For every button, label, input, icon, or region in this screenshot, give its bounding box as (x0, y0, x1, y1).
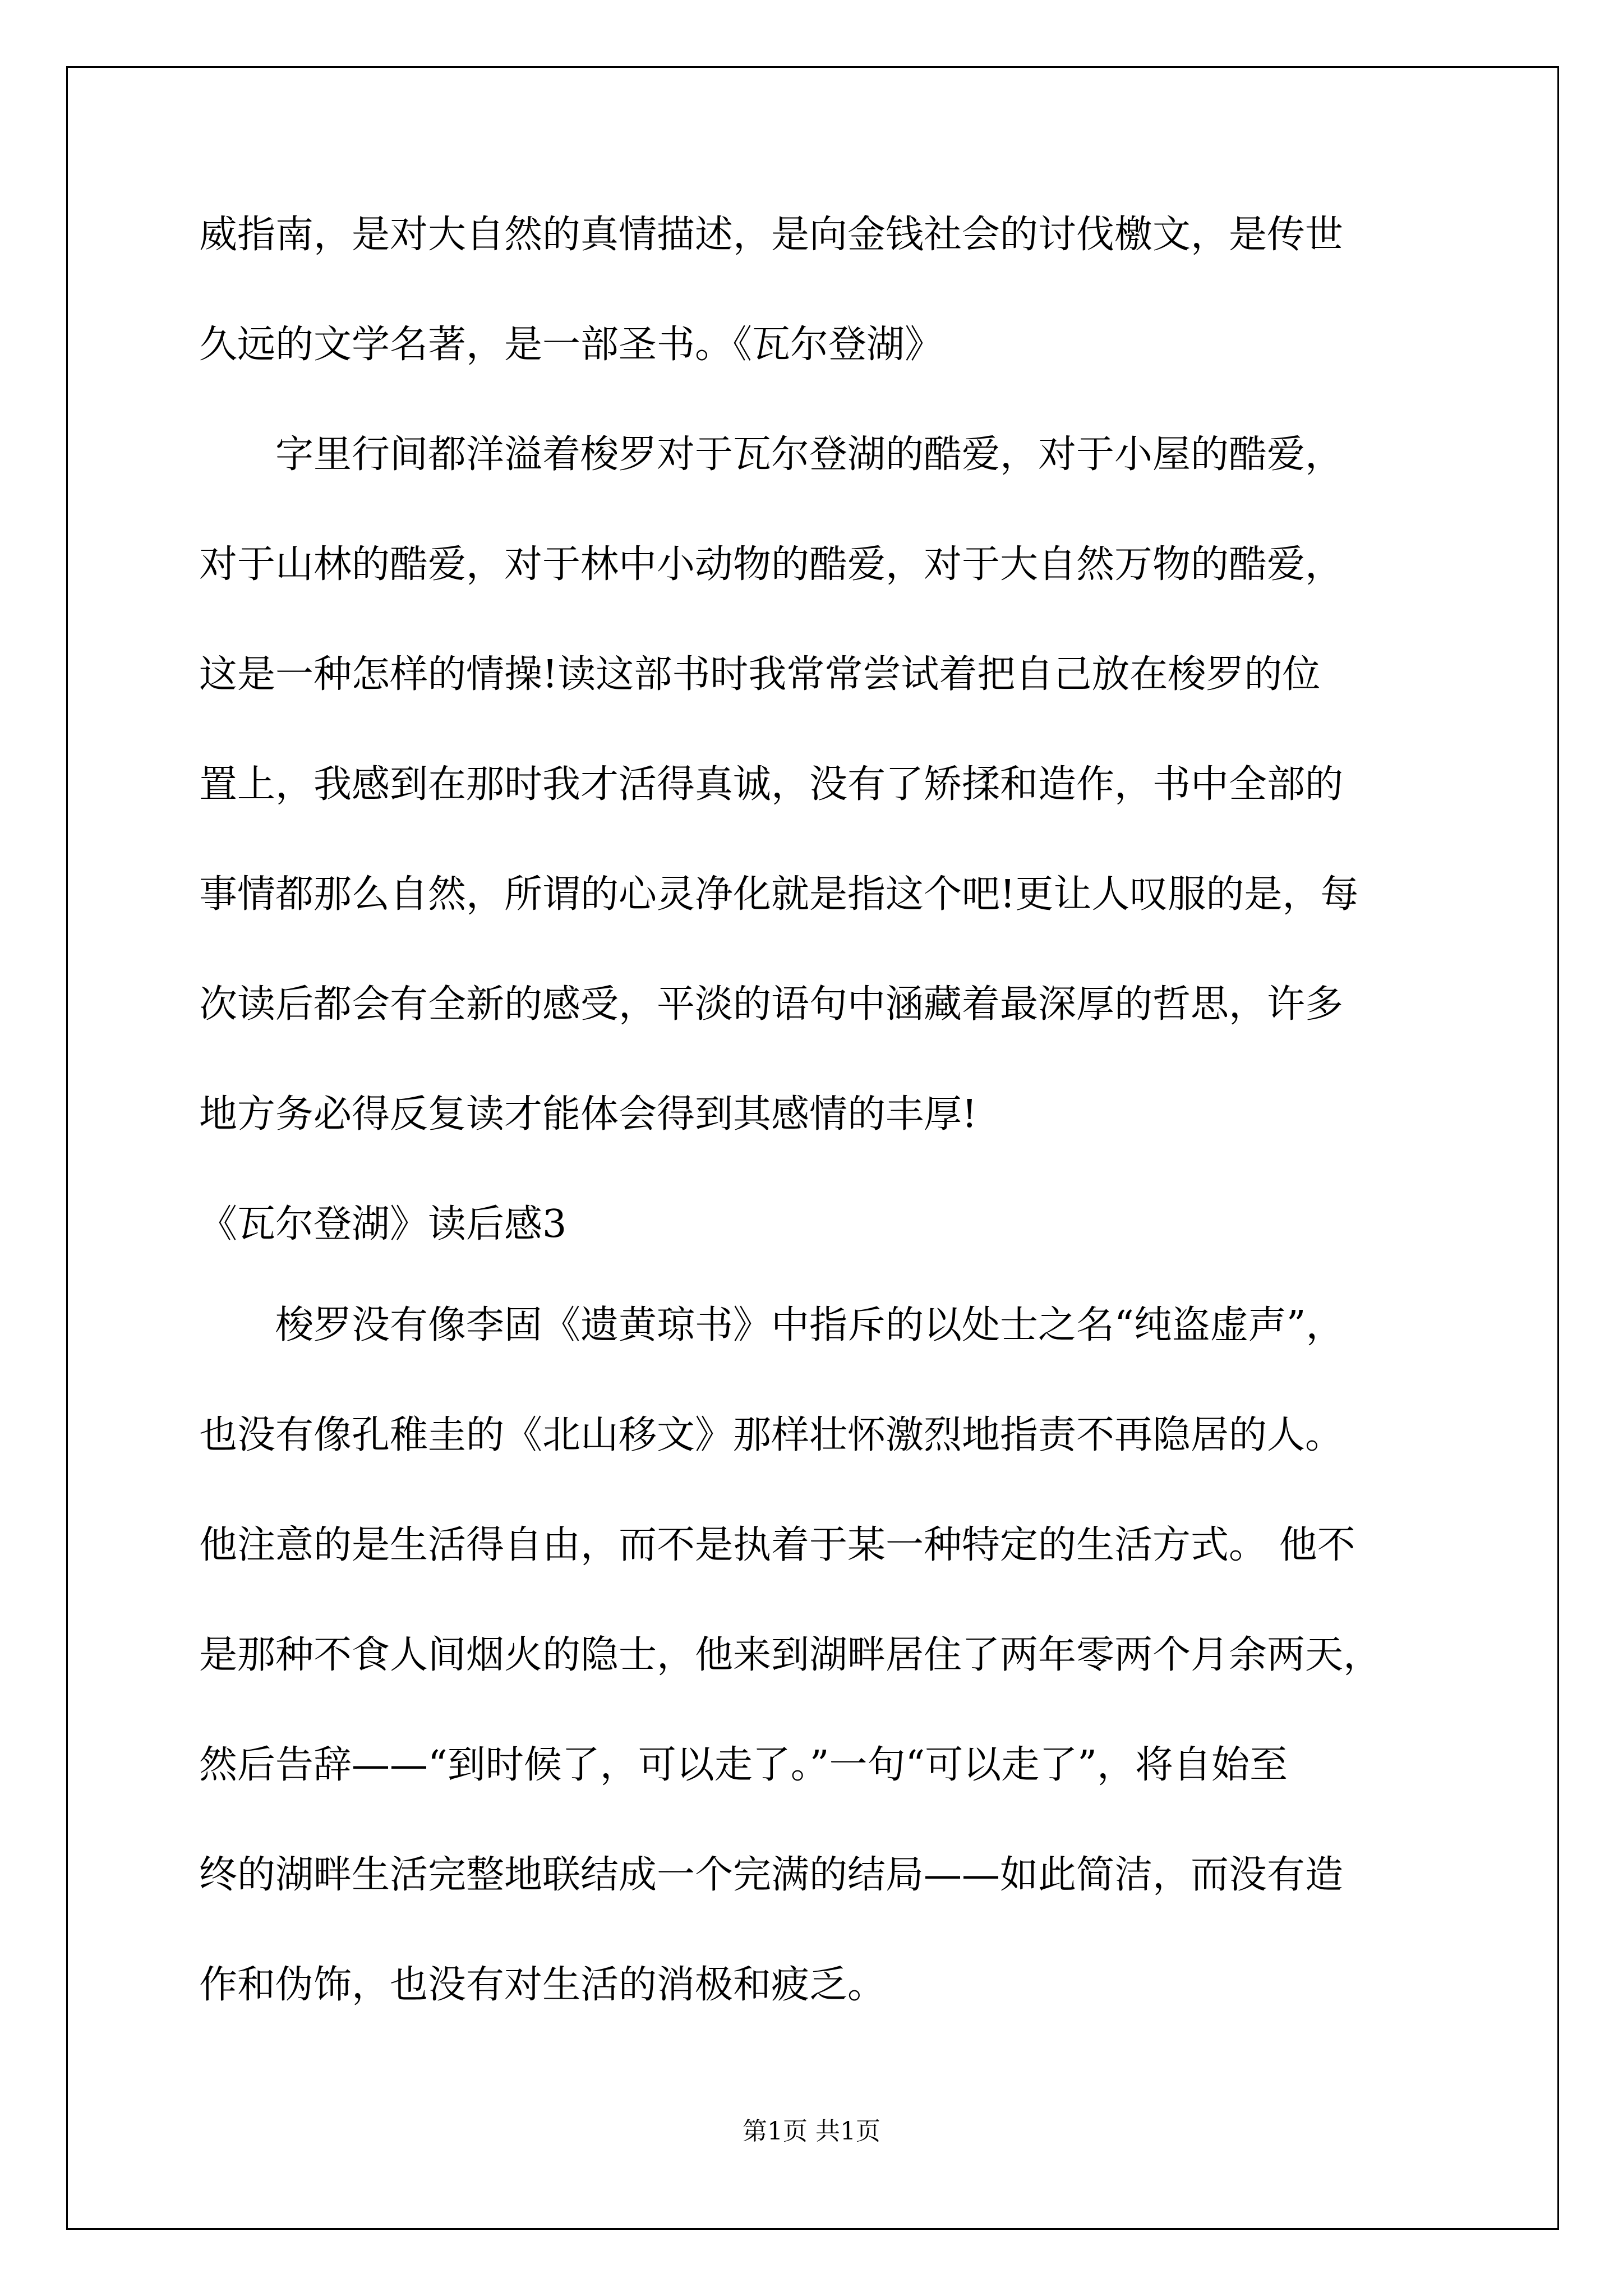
paragraph-start-line: 字里行间都洋溢着梭罗对于瓦尔登湖的酷爱，对于小屋的酷爱， (275, 432, 1344, 477)
text-line: 作和伪饰，也没有对生活的消极和疲乏。 (199, 1963, 886, 2007)
text-line: 次读后都会有全新的感受，平淡的语句中涵藏着最深厚的哲思，许多 (199, 982, 1344, 1027)
paragraph-start-line: 梭罗没有像李固《遗黄琼书》中指斥的以处士之名“纯盗虚声”， (275, 1303, 1344, 1347)
text-line: 久远的文学名著，是一部圣书。《瓦尔登湖》 (199, 323, 943, 367)
section-heading: 《瓦尔登湖》读后感3 (199, 1202, 567, 1246)
document-body (199, 213, 1433, 2076)
text-line: 是那种不食人间烟火的隐士，他来到湖畔居住了两年零两个月余两天， (199, 1633, 1382, 1677)
text-line: 威指南，是对大自然的真情描述，是向金钱社会的讨伐檄文，是传世 (199, 213, 1344, 257)
text-line: 终的湖畔生活完整地联结成一个完满的结局——如此简洁，而没有造 (199, 1853, 1344, 1897)
text-line: 置上，我感到在那时我才活得真诚，没有了矫揉和造作，书中全部的 (199, 762, 1344, 807)
text-line: 然后告辞——“到时候了，可以走了。”一句“可以走了”，将自始至 (199, 1743, 1288, 1787)
page-number-footer: 第1页 共1页 (743, 2117, 880, 2146)
text-line: 地方务必得反复读才能体会得到其感情的丰厚! (199, 1092, 978, 1137)
text-line: 他注意的是生活得自由，而不是执着于某一种特定的生活方式。 他不 (199, 1523, 1355, 1567)
text-line: 这是一种怎样的情操!读这部书时我常常尝试着把自己放在梭罗的位 (199, 652, 1321, 697)
text-line: 也没有像孔稚圭的《北山移文》那样壮怀激烈地指责不再隐居的人。 (199, 1413, 1344, 1457)
text-line: 对于山林的酷爱，对于林中小动物的酷爱，对于大自然万物的酷爱， (199, 542, 1344, 587)
text-line: 事情都那么自然，所谓的心灵净化就是指这个吧!更让人叹服的是，每 (199, 872, 1359, 917)
